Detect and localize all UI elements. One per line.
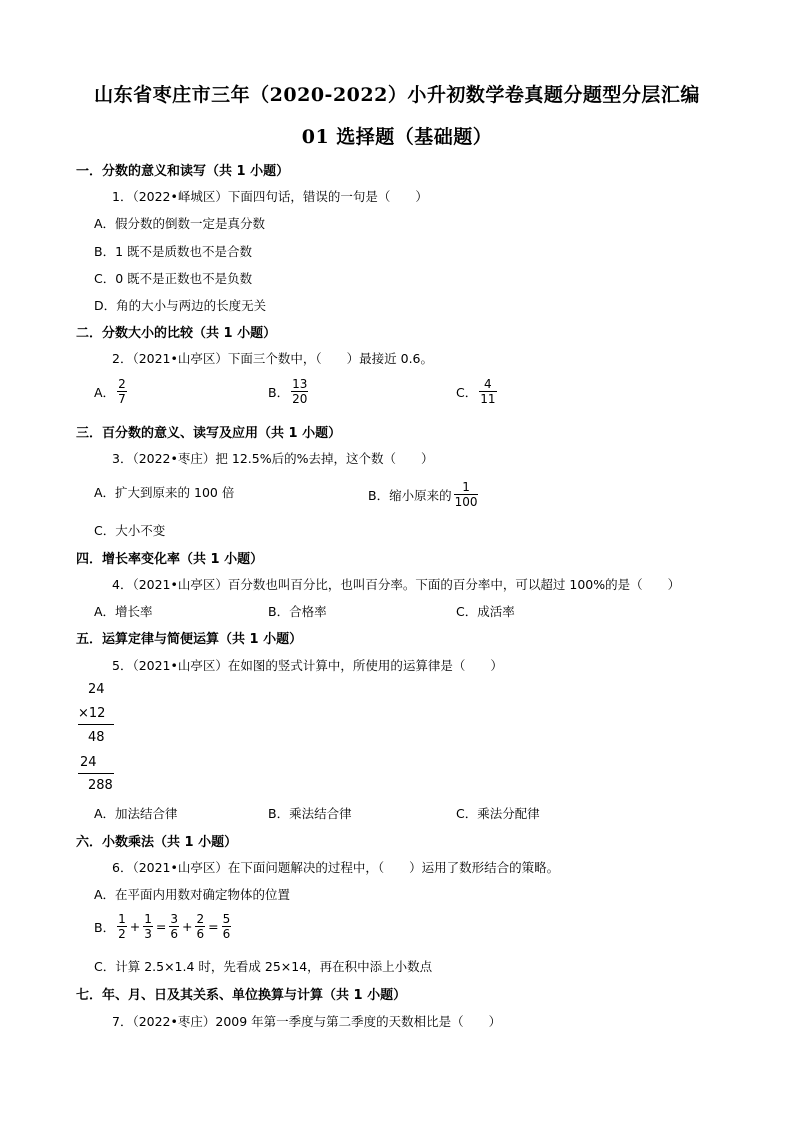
q5-option-c: C．乘法分配律	[456, 806, 540, 821]
numerator: 2	[118, 377, 126, 391]
numerator: 1	[118, 912, 126, 926]
numerator: 2	[196, 912, 205, 926]
fraction	[117, 377, 127, 406]
denominator: 6	[196, 927, 205, 941]
option-label: C．	[456, 384, 478, 400]
option-label: A．	[94, 384, 116, 400]
vertical-calc-line-3: 48	[88, 730, 105, 745]
q1-option-b: B．1 既不是质数也不是合数	[94, 244, 253, 259]
q1-option-d: D．角的大小与两边的长度无关	[94, 298, 267, 313]
fraction	[479, 377, 496, 406]
section-heading-7: 七．年、月、日及其关系、单位换算与计算（共 1 小题）	[76, 988, 407, 1003]
vertical-calc-line-5: 288	[88, 778, 113, 793]
denominator: 20	[292, 392, 308, 406]
q1-option-a: A．假分数的倒数一定是真分数	[94, 216, 266, 231]
section-heading-6: 六．小数乘法（共 1 小题）	[76, 835, 238, 850]
denominator: 7	[118, 392, 126, 406]
equals-sign: =	[155, 919, 167, 934]
section-heading-5: 五．运算定律与简便运算（共 1 小题）	[76, 632, 303, 647]
question-3: 3．（2022•枣庄）把 12.5%后的%去掉，这个数（ ）	[112, 451, 434, 466]
q2-option-b	[268, 377, 310, 406]
q3-option-b	[368, 480, 480, 509]
plus-sign: +	[181, 919, 193, 934]
fraction	[143, 912, 153, 941]
equals-sign: =	[208, 919, 219, 934]
vertical-calc-line-2: ×12	[78, 706, 106, 721]
q6-option-a: A．在平面内用数对确定物体的位置	[94, 887, 291, 902]
vertical-calc-line-4: 24	[80, 755, 97, 770]
question-4: 4．（2021•山亭区）百分数也叫百分比，也叫百分率。下面的百分率中，可以超过 100%的是（ ）	[112, 577, 681, 592]
q2-option-c	[456, 377, 499, 406]
numerator: 1	[462, 480, 470, 494]
section-heading-2: 二．分数大小的比较（共 1 小题）	[76, 326, 277, 341]
denominator: 2	[118, 927, 126, 941]
q3-option-a: A．扩大到原来的 100 倍	[94, 485, 235, 500]
denominator: 6	[222, 927, 231, 941]
fraction	[222, 912, 232, 941]
denominator: 3	[144, 927, 152, 941]
numerator: 1	[144, 912, 152, 926]
option-label: B．缩小原来的	[368, 487, 452, 503]
q5-option-b: B．乘法结合律	[268, 806, 352, 821]
option-label: B．	[94, 919, 116, 935]
question-1: 1．（2022•峄城区）下面四句话，错误的一句是（ ）	[112, 189, 428, 204]
plus-sign: +	[129, 919, 141, 934]
numerator: 13	[292, 377, 308, 391]
fraction	[454, 480, 479, 509]
fraction	[169, 912, 179, 941]
option-label: B．	[268, 384, 290, 400]
question-5: 5．（2021•山亭区）在如图的竖式计算中，所使用的运算律是（ ）	[112, 658, 503, 673]
fraction	[291, 377, 308, 406]
q6-option-c: C．计算 2.5×1.4 时，先看成 25×14，再在积中添上小数点	[94, 959, 433, 974]
vertical-calc-rule-1	[78, 724, 114, 725]
page-subtitle: 01 选择题（基础题）	[301, 126, 493, 148]
fraction-equation	[115, 912, 233, 941]
q3-option-c: C．大小不变	[94, 523, 166, 538]
question-2: 2．（2021•山亭区）下面三个数中，（ ）最接近 0.6。	[112, 351, 433, 366]
denominator: 100	[454, 495, 478, 509]
question-7: 7．（2022•枣庄）2009 年第一季度与第二季度的天数相比是（ ）	[112, 1014, 502, 1029]
section-heading-3: 三．百分数的意义、读写及应用（共 1 小题）	[76, 426, 342, 441]
numerator: 4	[484, 377, 492, 391]
q4-option-c: C．成活率	[456, 604, 515, 619]
fraction	[117, 912, 127, 941]
q6-option-b	[94, 912, 233, 941]
q4-option-a: A．增长率	[94, 604, 153, 619]
page-title: 山东省枣庄市三年（2020-2022）小升初数学卷真题分题型分层汇编	[94, 84, 700, 106]
numerator: 3	[170, 912, 178, 926]
question-6: 6．（2021•山亭区）在下面问题解决的过程中，（ ）运用了数形结合的策略。	[112, 860, 560, 875]
numerator: 5	[222, 912, 231, 926]
q1-option-c: C．0 既不是正数也不是负数	[94, 271, 253, 286]
q4-option-b: B．合格率	[268, 604, 327, 619]
section-heading-4: 四．增长率变化率（共 1 小题）	[76, 552, 264, 567]
vertical-calc-rule-2	[78, 773, 114, 774]
denominator: 6	[170, 927, 178, 941]
q2-option-a	[94, 377, 129, 406]
fraction	[195, 912, 205, 941]
section-heading-1: 一．分数的意义和读写（共 1 小题）	[76, 164, 290, 179]
q5-option-a: A．加法结合律	[94, 806, 178, 821]
vertical-calc-line-1: 24	[88, 682, 105, 697]
denominator: 11	[480, 392, 496, 406]
